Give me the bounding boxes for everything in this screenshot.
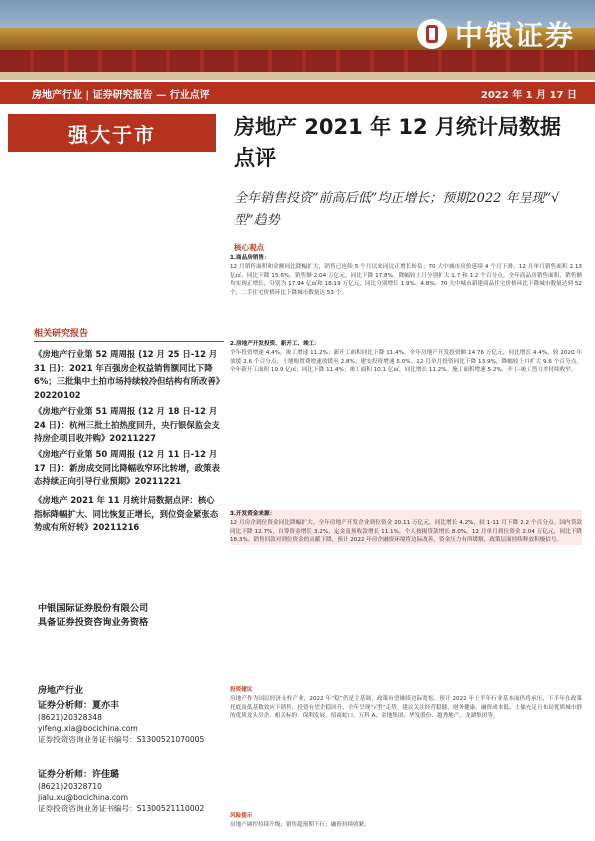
analyst-email[interactable]: yifeng.xia@bocichina.com [38, 724, 138, 733]
related-heading: 相关研究报告 [34, 326, 224, 342]
section-heading: 投资建议 [230, 687, 253, 693]
section-sales [230, 254, 582, 298]
core-heading: 核心观点 [234, 243, 264, 252]
section-risk [230, 812, 582, 830]
analyst-name: 证券分析师：夏亦丰 [38, 701, 120, 711]
firm-info: 中银国际证券股份有限公司 具备证券投资咨询业务资格 [38, 603, 149, 628]
industry-label: 房地产行业 [38, 686, 84, 696]
topbar [0, 82, 595, 104]
section-text: 12 月销售面积和金额同比降幅扩大，销售已连续 5 个月以来同比正增长转负；70 大中城市房价延续 4 个月下滑。12 月单月销售面积 2.13 亿㎡，同比下降 15.6%，销售额 2.04 万亿元，同比下降 17.8%，降幅较上月分别扩大 1.7 和 1.2 个百分点。全年商品房销售面积、销售额均实现正增长，分别为 17.94 亿㎡和 18.19 万亿元，同比分别增长 1.9%、4.8%。70 大中城市新建商品住宅价格环比下降城市数量达到 52 个，二手住宅价格环比下降城市数量达 53 个。 [230, 263, 582, 297]
analyst-phone: (8621)20328348 [38, 713, 102, 722]
boc-logo-icon [417, 19, 447, 49]
analyst-block-2 [38, 770, 228, 814]
brand [417, 14, 575, 54]
analyst-cert: 证券投资咨询业务证书编号：S1300521070005 [38, 735, 205, 744]
report-subtitle: 全年销售投资“前高后低”均正增长；预期2022 年呈现“√型”趋势 [234, 191, 560, 228]
analyst-block-1 [38, 686, 228, 745]
palace-floor [0, 72, 595, 80]
left-column [0, 108, 225, 841]
hero-banner [0, 0, 595, 80]
rating-badge: 强大于市 [8, 114, 216, 152]
analyst-email[interactable]: jialu.xu@bocichina.com [38, 793, 129, 802]
analyst-phone: (8621)20328710 [38, 782, 102, 791]
brand-name: 中银证券 [454, 19, 575, 52]
related-report-2[interactable]: 《房地产行业第 51 周周报 (12 月 18 日-12 月 24 日)：杭州三批土拍热度回升，央行银保监会支持房企项目收并购》20211227 [34, 406, 220, 443]
related-report-1[interactable]: 《房地产行业第 52 周周报 (12 月 25 日-12 月 31 日)：2021 年百强房企权益销售额同比下降 6%；三批集中土拍市场持续较冷但结构有所改善》20220102 [34, 349, 220, 400]
section-heading: 2.房地产开发投资、新开工、竣工： [230, 341, 320, 347]
section-text: 全年投资增速 4.4%，竣工增速 11.2%；新开工面积同比下降 11.4%。全年房地产开发投资额 14.76 万亿元，同比增长 4.4%，较 2020 年放缓 2.6 个百分点；土地购置费增速放缓至 2.8%；建安投资增速 5.0%。12 月单月投资同比下降 13.9%，降幅较上月扩大 9.6 个百分点。全年新开工面积 19.9 亿㎡，同比下降 11.4%；竣工面积 10.1 亿㎡，同比增长 11.2%。施工面积增速 5.2%，开工-竣工剪刀差持续收窄。 [230, 349, 582, 374]
report-date: 2022 年 1 月 17 日 [480, 89, 577, 101]
section-heading: 3.开发资金来源： [230, 511, 276, 517]
section-heading: 1.商品房销售： [230, 255, 270, 261]
section-text: 12 月房企到位资金同比降幅扩大。全年房地产开发企业到位资金 20.11 万亿元，同比增长 4.2%，较 1-11 月下降 2.2 个百分点。国内贷款同比下降 12.7%，自筹资金增长 3.2%，定金及预收款增长 11.1%，个人按揭贷款增长 8.0%。12 月单月到位资金 2.04 万亿元，同比下降 18.3%。销售回款对到位资金的贡献下降，预计 2022 年房企融资环境将边际改善，资金压力有所缓解，政策层面持续释放积极信号。 [230, 519, 582, 544]
report-category: 房地产行业 | 证券研究报告 — 行业点评 [32, 89, 210, 101]
section-investment [230, 340, 582, 375]
analyst-name: 证券分析师：许佳璐 [38, 770, 120, 780]
section-heading: 风险提示 [230, 813, 253, 819]
related-report-4[interactable]: 《房地产 2021 年 11 月统计局数据点评：核心指标降幅扩大、同比恢复正增长，到位资金紧张态势或有所好转》20211216 [34, 495, 219, 532]
section-advice [230, 686, 582, 721]
report-title: 房地产 2021 年 12 月统计局数据点评 [234, 115, 561, 170]
section-text: 房地产作为国民经济支柱产业，2022 年“稳”仍是主基调，政策有望继续边际宽松。预计 2022 年上半年行业基本面仍将承压，下半年在政策托底及低基数效应下销售、投资有望企稳回升，全年呈现“√型”走势。建议关注经营稳健、财务健康、融资成本低、土储充足且布局优质城市群的优质龙头房企，相关标的：保利发展、招商蛇口、万科 A、金地集团、华发股份、越秀地产、龙湖集团等。 [230, 695, 582, 720]
related-report-3[interactable]: 《房地产行业第 50 周周报 (12 月 11 日-12 月 17 日)：新房成交同比降幅收窄环比转增，政策表态持续正向引导行业预期》20211221 [34, 449, 220, 486]
section-funding [230, 510, 582, 545]
section-text: 房地产调控持续升级；销售超预期下行；融资持续收紧。 [230, 821, 370, 828]
analyst-cert: 证券投资咨询业务证书编号：S1300521110002 [38, 804, 205, 813]
